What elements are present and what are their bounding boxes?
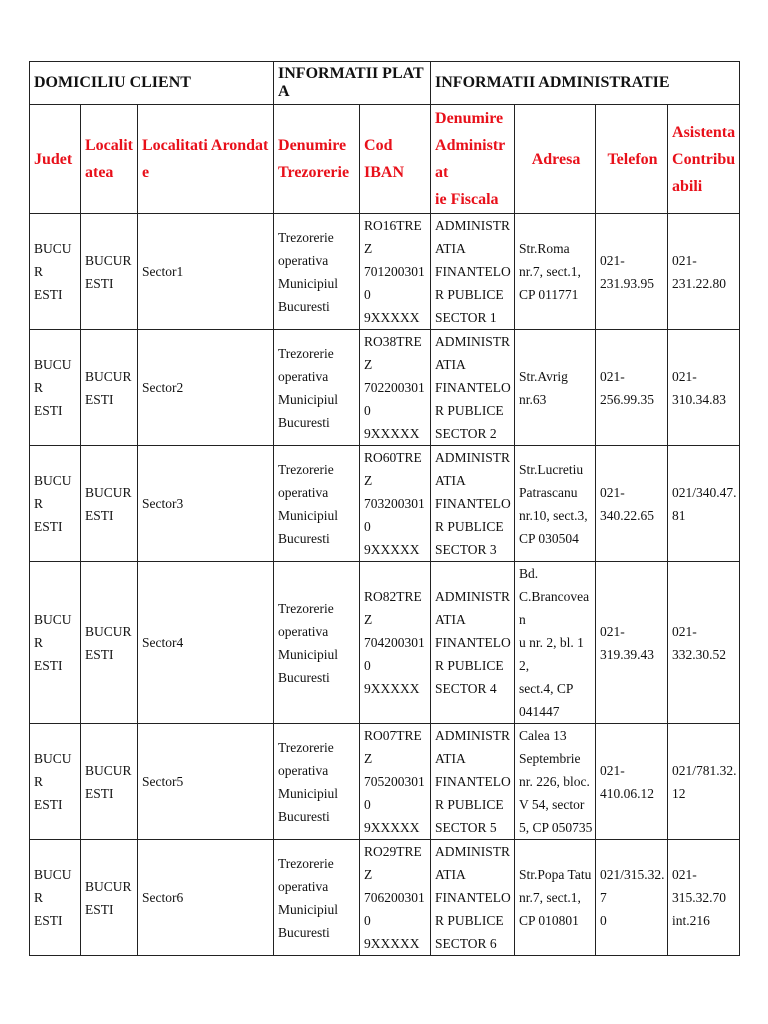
cell-trezorerie-line: Municipiul	[278, 275, 339, 291]
cell-adresa	[515, 724, 596, 840]
cell-telefon-line: 021-	[600, 623, 625, 639]
cell-localitatea	[81, 214, 138, 330]
cell-administratie-line: ATIA	[435, 473, 466, 488]
cell-telefon-line: 0	[600, 913, 607, 928]
cell-telefon	[596, 446, 668, 562]
cell-trezorerie	[274, 214, 360, 330]
column-header-row	[30, 105, 740, 214]
cell-localitati-arondate	[138, 724, 274, 840]
cell-asistenta-line: 021-	[672, 867, 697, 882]
cell-iban-line: RO29TREZ	[364, 844, 422, 882]
cell-trezorerie	[274, 446, 360, 562]
cell-telefon-line: 319.39.43	[600, 646, 655, 662]
cell-adresa-line: C.Brancovean	[519, 589, 590, 627]
cell-localitatea-line: BUCUR	[85, 252, 132, 268]
cell-telefon-line: 340.22.65	[600, 507, 655, 523]
cell-administratie-line: R PUBLICE	[435, 403, 504, 418]
cell-iban	[360, 724, 431, 840]
treasury-table	[29, 61, 740, 956]
cell-administratie-line: ATIA	[435, 612, 466, 627]
cell-asistenta	[668, 330, 740, 446]
cell-localitati-arondate-line: Sector6	[142, 890, 184, 905]
cell-trezorerie	[274, 330, 360, 446]
table-body	[30, 214, 740, 956]
cell-localitatea-line: ESTI	[85, 785, 114, 801]
col-header-text: Adresa	[531, 150, 581, 168]
cell-localitatea	[81, 724, 138, 840]
cell-adresa-line: u nr. 2, bl. 12,	[519, 635, 584, 673]
cell-asistenta-line: 310.34.83	[672, 391, 727, 407]
cell-iban-line: 7022003010	[364, 380, 425, 418]
cell-iban-line: 7062003010	[364, 890, 425, 928]
col-header-text: Denumire	[435, 110, 504, 127]
cell-administratie-line: FINANTELO	[435, 890, 511, 905]
group-header-administration: INFORMATII ADMINISTRATIE	[431, 62, 740, 105]
col-header-judet	[30, 105, 81, 214]
cell-judet-line: BUCUR	[34, 751, 72, 789]
cell-localitati-arondate	[138, 214, 274, 330]
cell-iban-line: 7012003010	[364, 264, 425, 302]
col-header-text: Cod	[364, 137, 393, 154]
cell-adresa-line: CP 010801	[519, 913, 579, 928]
cell-iban-line: RO16TREZ	[364, 218, 422, 256]
col-header-cod-iban	[360, 105, 431, 214]
table-row	[30, 840, 740, 956]
cell-administratie-line: R PUBLICE	[435, 913, 504, 928]
cell-telefon	[596, 330, 668, 446]
cell-administratie	[431, 840, 515, 956]
cell-trezorerie-line: Bucuresti	[278, 669, 330, 685]
group-header-client: DOMICILIU CLIENT	[30, 62, 274, 105]
cell-iban-line: 9XXXXX	[364, 310, 420, 325]
cell-adresa-line: nr.7, sect.1,	[519, 890, 581, 905]
cell-administratie-line: R PUBLICE	[435, 519, 504, 534]
cell-localitati-arondate	[138, 446, 274, 562]
cell-asistenta-line: 315.32.70	[672, 890, 727, 905]
col-header-text: Administrat	[435, 137, 506, 181]
cell-trezorerie	[274, 562, 360, 724]
group-header-row	[30, 62, 740, 105]
cell-iban-line: RO07TREZ	[364, 728, 422, 766]
cell-adresa-line: 041447	[519, 704, 560, 719]
cell-iban-line: 7032003010	[364, 496, 425, 534]
cell-localitati-arondate-line: Sector2	[142, 380, 184, 395]
cell-administratie	[431, 330, 515, 446]
cell-localitati-arondate-line: Sector3	[142, 496, 184, 511]
table-row	[30, 446, 740, 562]
cell-telefon	[596, 840, 668, 956]
cell-adresa-line: CP 011771	[519, 287, 579, 302]
cell-localitatea-line: BUCUR	[85, 878, 132, 894]
cell-localitatea-line: ESTI	[85, 275, 114, 291]
cell-trezorerie-line: operativa	[278, 484, 329, 500]
table-row	[30, 562, 740, 724]
cell-trezorerie-line: Trezorerie	[278, 229, 334, 245]
cell-iban-line: RO38TREZ	[364, 334, 422, 372]
cell-judet-line: BUCUR	[34, 473, 72, 511]
col-header-text: Localit	[85, 137, 133, 154]
cell-adresa	[515, 562, 596, 724]
col-header-text: atea	[85, 164, 114, 181]
col-header-denumire-trezorerie	[274, 105, 360, 214]
cell-trezorerie-line: operativa	[278, 252, 329, 268]
cell-trezorerie	[274, 840, 360, 956]
cell-telefon	[596, 724, 668, 840]
cell-administratie-line: FINANTELO	[435, 774, 511, 789]
cell-adresa-line: Bd.	[519, 566, 539, 581]
cell-administratie-line: SECTOR 5	[435, 820, 497, 835]
col-header-denumire-administratie	[431, 105, 515, 214]
cell-judet-line: BUCUR	[34, 867, 72, 905]
cell-localitatea-line: ESTI	[85, 507, 114, 523]
cell-trezorerie-line: Trezorerie	[278, 461, 334, 477]
cell-localitatea-line: ESTI	[85, 646, 114, 662]
cell-administratie-line: ADMINISTR	[435, 450, 511, 465]
cell-administratie-line: SECTOR 1	[435, 310, 497, 325]
cell-localitatea-line: ESTI	[85, 901, 114, 917]
cell-judet	[30, 214, 81, 330]
cell-iban	[360, 214, 431, 330]
cell-localitatea-line: BUCUR	[85, 368, 132, 384]
cell-administratie-line: ADMINISTR	[435, 218, 511, 233]
cell-telefon-line: 256.99.35	[600, 391, 655, 407]
cell-administratie-line: ATIA	[435, 751, 466, 766]
cell-administratie-line: R PUBLICE	[435, 797, 504, 812]
cell-judet	[30, 562, 81, 724]
cell-iban	[360, 330, 431, 446]
col-header-text: Denumire	[278, 137, 347, 154]
cell-judet-line: BUCUR	[34, 357, 72, 395]
cell-localitatea-line: ESTI	[85, 391, 114, 407]
cell-administratie-line: ATIA	[435, 241, 466, 256]
cell-telefon	[596, 562, 668, 724]
cell-asistenta-line: 021/781.32.	[672, 762, 737, 778]
cell-trezorerie-line: Municipiul	[278, 785, 339, 801]
cell-adresa-line: nr.63	[519, 391, 547, 407]
col-header-text: abili	[672, 177, 703, 195]
cell-adresa	[515, 214, 596, 330]
cell-judet-line: ESTI	[34, 403, 63, 418]
cell-asistenta	[668, 214, 740, 330]
cell-localitatea	[81, 840, 138, 956]
cell-localitati-arondate-line: Sector4	[142, 635, 184, 650]
cell-trezorerie-line: Municipiul	[278, 901, 339, 917]
cell-asistenta	[668, 840, 740, 956]
col-header-text: Localitati Arondate	[142, 137, 269, 181]
cell-localitati-arondate	[138, 330, 274, 446]
cell-adresa-line: Patrascanu	[519, 484, 578, 500]
cell-adresa-line: sect.4, CP	[519, 681, 574, 696]
cell-trezorerie-line: Trezorerie	[278, 855, 334, 871]
col-header-asistenta	[668, 105, 740, 214]
cell-asistenta-line: 021-	[672, 623, 697, 639]
col-header-localitati-arondate	[138, 105, 274, 214]
cell-asistenta-line: int.216	[672, 913, 710, 928]
table-row	[30, 724, 740, 840]
cell-administratie-line: ADMINISTR	[435, 589, 511, 604]
cell-trezorerie-line: Bucuresti	[278, 414, 330, 430]
cell-administratie	[431, 446, 515, 562]
cell-judet	[30, 446, 81, 562]
cell-localitatea-line: BUCUR	[85, 484, 132, 500]
cell-administratie	[431, 562, 515, 724]
cell-asistenta	[668, 562, 740, 724]
cell-asistenta-line: 021-	[672, 368, 697, 384]
cell-administratie-line: FINANTELO	[435, 496, 511, 511]
cell-trezorerie	[274, 724, 360, 840]
cell-iban-line: 9XXXXX	[364, 542, 420, 557]
cell-localitatea	[81, 330, 138, 446]
cell-administratie-line: FINANTELO	[435, 264, 511, 279]
cell-administratie-line: SECTOR 4	[435, 681, 497, 696]
cell-trezorerie-line: Trezorerie	[278, 345, 334, 361]
cell-trezorerie-line: operativa	[278, 368, 329, 384]
cell-administratie-line: ATIA	[435, 867, 466, 882]
col-header-text: Asistenta	[672, 123, 736, 141]
cell-iban-line: 7042003010	[364, 635, 425, 673]
table-row	[30, 214, 740, 330]
cell-administratie	[431, 724, 515, 840]
cell-localitatea	[81, 446, 138, 562]
cell-iban-line: 7052003010	[364, 774, 425, 812]
cell-telefon-line: 021-	[600, 762, 625, 778]
cell-trezorerie-line: Bucuresti	[278, 924, 330, 940]
cell-trezorerie-line: operativa	[278, 762, 329, 778]
cell-localitati-arondate	[138, 562, 274, 724]
cell-adresa-line: V 54, sector	[519, 797, 585, 812]
cell-adresa-line: CP 030504	[519, 530, 579, 546]
cell-telefon-line: 021/315.32.7	[600, 867, 665, 905]
cell-telefon-line: 021-	[600, 484, 625, 500]
cell-administratie-line: ATIA	[435, 357, 466, 372]
cell-asistenta-line: 12	[672, 785, 686, 801]
cell-adresa-line: Str.Roma	[519, 241, 570, 256]
cell-localitatea	[81, 562, 138, 724]
cell-administratie-line: ADMINISTR	[435, 334, 511, 349]
cell-judet	[30, 724, 81, 840]
cell-administratie-line: SECTOR 2	[435, 426, 497, 441]
col-header-text: Telefon	[607, 150, 658, 168]
cell-asistenta-line: 021/340.47.	[672, 484, 737, 500]
cell-administratie-line: ADMINISTR	[435, 728, 511, 743]
col-header-text: Contribu	[672, 150, 736, 168]
col-header-localitatea	[81, 105, 138, 214]
col-header-text: ie Fiscala	[435, 191, 499, 208]
col-header-text: Trezorerie	[278, 164, 350, 181]
cell-trezorerie-line: Bucuresti	[278, 808, 330, 824]
cell-telefon-line: 231.93.95	[600, 275, 655, 291]
cell-asistenta-line: 231.22.80	[672, 275, 727, 291]
group-header-payment: INFORMATII PLATA	[274, 62, 431, 105]
cell-administratie	[431, 214, 515, 330]
cell-judet	[30, 840, 81, 956]
cell-iban-line: RO82TREZ	[364, 589, 422, 627]
cell-localitatea-line: BUCUR	[85, 762, 132, 778]
cell-adresa-line: Calea 13	[519, 728, 567, 743]
cell-telefon-line: 021-	[600, 252, 625, 268]
cell-adresa	[515, 330, 596, 446]
col-header-telefon	[596, 105, 668, 214]
cell-judet-line: ESTI	[34, 519, 63, 534]
cell-asistenta	[668, 724, 740, 840]
cell-asistenta-line: 81	[672, 507, 686, 523]
cell-administratie-line: SECTOR 3	[435, 542, 497, 557]
cell-localitati-arondate-line: Sector1	[142, 264, 184, 279]
cell-adresa-line: nr.10, sect.3,	[519, 507, 588, 523]
cell-adresa-line: Septembrie	[519, 751, 581, 766]
table-row	[30, 330, 740, 446]
col-header-adresa	[515, 105, 596, 214]
cell-adresa-line: Str.Avrig	[519, 368, 568, 384]
cell-adresa-line: Str.Popa Tatu	[519, 867, 592, 882]
cell-adresa-line: 5, CP 050735	[519, 820, 593, 835]
cell-judet	[30, 330, 81, 446]
cell-telefon-line: 021-	[600, 368, 625, 384]
cell-telefon-line: 410.06.12	[600, 785, 655, 801]
cell-administratie-line: R PUBLICE	[435, 658, 504, 673]
cell-administratie-line: SECTOR 6	[435, 936, 497, 951]
cell-localitati-arondate-line: Sector5	[142, 774, 184, 789]
cell-iban-line: 9XXXXX	[364, 426, 420, 441]
col-header-text: IBAN	[364, 164, 405, 181]
cell-asistenta-line: 332.30.52	[672, 646, 727, 662]
cell-adresa-line: Str.Lucretiu	[519, 461, 584, 477]
cell-asistenta-line: 021-	[672, 252, 697, 268]
cell-trezorerie-line: Trezorerie	[278, 739, 334, 755]
cell-judet-line: ESTI	[34, 797, 63, 812]
cell-iban	[360, 446, 431, 562]
cell-trezorerie-line: operativa	[278, 623, 329, 639]
cell-trezorerie-line: Municipiul	[278, 646, 339, 662]
cell-trezorerie-line: Bucuresti	[278, 298, 330, 314]
cell-trezorerie-line: Bucuresti	[278, 530, 330, 546]
cell-administratie-line: FINANTELO	[435, 380, 511, 395]
cell-iban-line: 9XXXXX	[364, 820, 420, 835]
cell-administratie-line: R PUBLICE	[435, 287, 504, 302]
cell-adresa-line: nr.7, sect.1,	[519, 264, 581, 279]
cell-adresa	[515, 840, 596, 956]
cell-trezorerie-line: operativa	[278, 878, 329, 894]
cell-administratie-line: ADMINISTR	[435, 844, 511, 859]
cell-adresa	[515, 446, 596, 562]
cell-judet-line: BUCUR	[34, 612, 72, 650]
cell-judet-line: ESTI	[34, 287, 63, 302]
cell-trezorerie-line: Municipiul	[278, 391, 339, 407]
cell-iban-line: 9XXXXX	[364, 681, 420, 696]
cell-telefon	[596, 214, 668, 330]
cell-asistenta	[668, 446, 740, 562]
cell-trezorerie-line: Municipiul	[278, 507, 339, 523]
cell-localitati-arondate	[138, 840, 274, 956]
cell-judet-line: ESTI	[34, 913, 63, 928]
cell-iban-line: 9XXXXX	[364, 936, 420, 951]
cell-judet-line: BUCUR	[34, 241, 72, 279]
cell-iban	[360, 840, 431, 956]
cell-trezorerie-line: Trezorerie	[278, 600, 334, 616]
cell-iban	[360, 562, 431, 724]
cell-iban-line: RO60TREZ	[364, 450, 422, 488]
col-header-text: Judet	[34, 150, 73, 168]
cell-administratie-line: FINANTELO	[435, 635, 511, 650]
cell-judet-line: ESTI	[34, 658, 63, 673]
cell-adresa-line: nr. 226, bloc.	[519, 774, 590, 789]
cell-localitatea-line: BUCUR	[85, 623, 132, 639]
